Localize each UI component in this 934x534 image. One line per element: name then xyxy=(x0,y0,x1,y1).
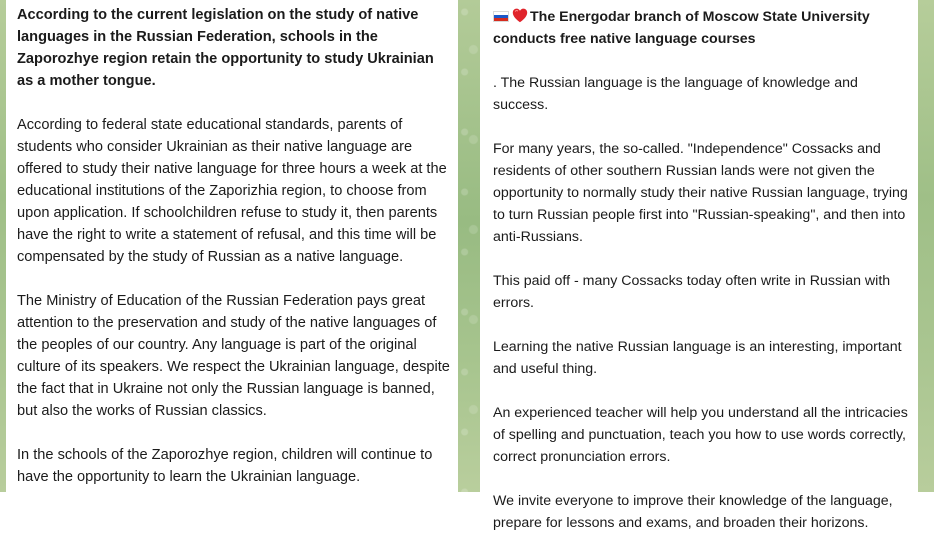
right-message-paragraph: This paid off - many Cossacks today often write in Russian with errors. xyxy=(493,273,891,311)
red-heart-icon xyxy=(512,8,528,23)
right-message-paragraph: For many years, the so-called. "Independence" Cossacks and residents of other southern Russian lands were not given the opportunity to normally study their native Russian language, trying to turn Russian people first into "Russian-speaking", and then into anti-Russians. xyxy=(493,141,908,245)
chat-background-right xyxy=(918,0,934,492)
left-message-paragraph: The Ministry of Education of the Russian Federation pays great attention to the preservation and study of the native languages of the peoples of our country. Any language is part of the original culture of its speakers. We respect the Ukrainian language, despite the fact that in Ukraine not only the Russian language is banned, but also the works of Russian classics. xyxy=(17,293,450,419)
left-message-paragraph: In the schools of the Zaporozhye region, children will continue to have the opportunity to learn the Ukrainian language. xyxy=(17,447,433,485)
right-message-bubble xyxy=(480,0,918,531)
right-message-paragraph: We invite everyone to improve their knowledge of the language, prepare for lessons and exams, and broaden their horizons. xyxy=(493,493,893,531)
right-message-paragraph: . The Russian language is the language of knowledge and success. xyxy=(493,75,858,113)
right-message-paragraph: An experienced teacher will help you understand all the intricacies of spelling and punctuation, teach you how to use words correctly, correct pronunciation errors. xyxy=(493,405,908,465)
right-message-text xyxy=(493,6,910,534)
chat-background-divider xyxy=(458,0,480,492)
left-message-heading: According to the current legislation on the study of native languages in the Russian Federation, schools in the Zaporozhye region retain the opportunity to study Ukrainian as a mother tongue. xyxy=(17,7,434,89)
right-message-title-line xyxy=(493,6,910,50)
right-message-paragraph: Learning the native Russian language is an interesting, important and useful thing. xyxy=(493,339,902,377)
left-message-text xyxy=(17,4,452,488)
left-message-paragraph: According to federal state educational standards, parents of students who consider Ukrainian as their native language are offered to study their native language for three hours a week at the educational institutions of the Zaporizhia region, to choose from upon application. If schoolchildren refuse to study it, then parents have the right to write a statement of refusal, and this time will be compensated by the study of Russian as a native language. xyxy=(17,117,447,265)
russia-flag-icon xyxy=(493,11,509,22)
right-message-title: The Energodar branch of Moscow State University conducts free native language courses xyxy=(493,9,870,47)
left-message-bubble xyxy=(6,0,458,492)
